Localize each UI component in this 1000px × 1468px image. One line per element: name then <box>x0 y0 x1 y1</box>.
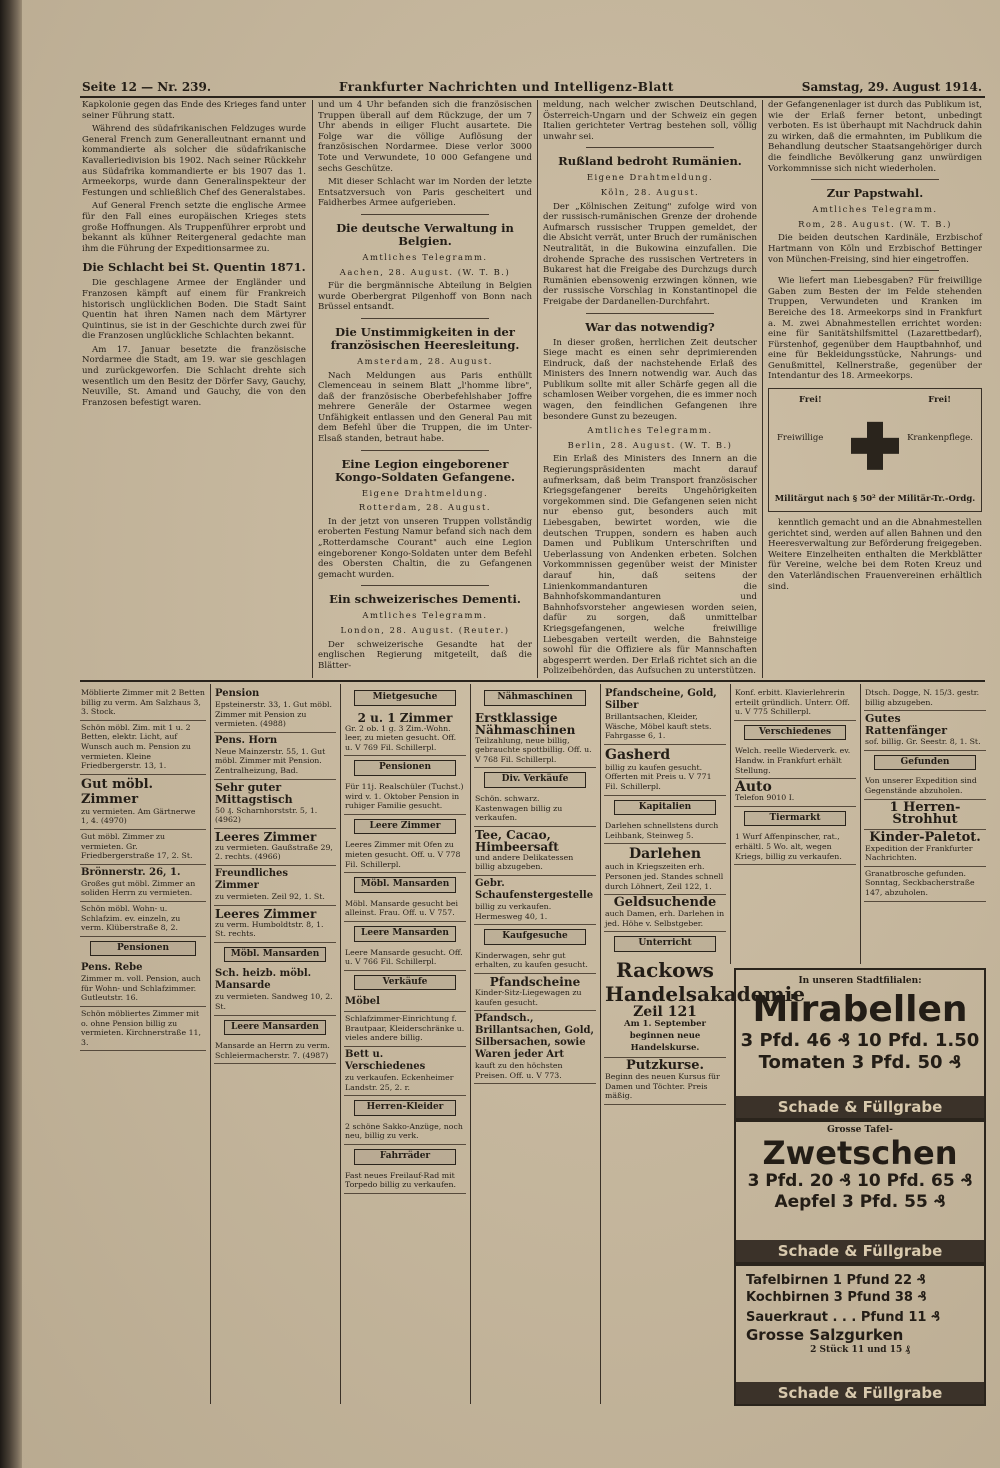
category-heading: Gefunden <box>874 755 976 771</box>
ad-price: Aepfel 3 Pfd. 55 ₰ <box>774 1192 946 1212</box>
label-text: Militärgut nach § 50² der Militär-Tr.-Ordg. <box>774 494 976 505</box>
classified-ad: Pens. Rebe Zimmer m. voll. Pension, auch für Wohn- und Schlafzimmer. Gutleutstr. 16. <box>80 960 206 1007</box>
classified-ad: Pfandscheine Kinder-Sitz-Liegewagen zu kaufen gesucht. <box>474 974 596 1011</box>
classified-ad: Freundliches Zimmer zu vermieten. Zeil 92, 1. St. <box>214 866 336 906</box>
classified-ad: 2 schöne Sakko-Anzüge, noch neu, billig zu verk. <box>344 1120 466 1145</box>
classified-ad: Darlehen auch in Kriegszeiten erh. Personen jed. Standes schnell durch Löhnert, Zeil 122, 1. <box>604 844 726 895</box>
dateline: Rom, 28. August. (W. T. B.) <box>798 218 952 229</box>
article-column-3 <box>543 100 757 676</box>
paragraph: Während des südafrikanischen Feldzuges wurde General French zum Generalleutnant ernannt und kommandierte als solcher die südafrikanische Kavalleriedivision bis 1902. Nach seiner Rückkehr aus Südafrika kommandierte er bis 1907 das 1. Armeekorps, wurde dann Generalinspekteur der Festungen und schließlich Chef des Generalstabes. <box>82 124 306 198</box>
classified-ad: Darlehen schnellstens durch Leihbank, Steinweg 5. <box>604 819 726 844</box>
paragraph: Die beiden deutschen Kardinäle, Erzbischof Hartmann von Köln und Erzbischof Bettinger von München-Freising, sind hier eingetroffen. <box>768 233 982 265</box>
classified-ad: Möbl. Mansarde gesucht bei alleinst. Frau. Off. u. V 757. <box>344 897 466 922</box>
classified-ad: Pfandscheine, Gold, Silber Brillantsachen, Kleider, Wäsche, Möbel kauft stets. Fahrgasse 6, 1. <box>604 686 726 745</box>
ad-product-title: Zwetschen <box>762 1134 958 1172</box>
classified-ad: 2 u. 1 Zimmer Gr. 2 ob. 1 g. 3 Zim.-Wohn. leer, zu mieten gesucht. Off. u. V 769 Fil. Schillerpl. <box>344 710 466 757</box>
separator <box>811 179 939 180</box>
classified-ad: Granatbrosche gefunden. Sonntag, Seckbacherstraße 147, abzuholen. <box>864 867 986 902</box>
category-heading: Fahrräder <box>354 1149 456 1165</box>
article-column-4 <box>768 100 982 676</box>
article-column-2 <box>318 100 532 676</box>
classified-ad: Pension Epsteinerstr. 33, 1. Gut möbl. Zimmer mit Pension zu vermieten. (4988) <box>214 686 336 733</box>
category-heading: Pensionen <box>90 941 196 957</box>
ad-product-title: Mirabellen <box>752 989 968 1030</box>
paragraph: In dieser großen, herrlichen Zeit deutscher Siege macht es einen sehr deprimierenden Eindruck, daß der nachstehende Erlaß des Ministers des Innern notwendig war. Auch das Publikum sollte mit aller Schärfe gegen all die schamlosen Weiber vorgehen, die es immer noch wagen, den feindlichen Gefangenen ihre besondere Gunst zu bezeugen. <box>543 337 757 422</box>
category-heading: Mietgesuche <box>354 690 456 706</box>
separator <box>586 313 714 314</box>
category-heading: Möbl. Mansarden <box>354 877 456 893</box>
category-heading: Kapitalien <box>614 800 716 816</box>
category-heading: Leere Mansarden <box>354 926 456 942</box>
separator <box>361 318 489 319</box>
classified-ad: Schlafzimmer-Einrichtung f. Brautpaar, Kleiderschränke u. vieles andere billig. <box>344 1012 466 1047</box>
classified-ad: Welch. reelle Wiederverk. ev. Handw. in Frankfurt erhält Stellung. <box>734 744 856 779</box>
subheading: Eigene Drahtmeldung. <box>586 172 714 183</box>
red-cross-icon <box>849 420 901 472</box>
zwetschen-ad <box>734 1120 986 1264</box>
classified-ad: Gut möbl. Zimmer zu vermieten. Gr. Friedbergerstraße 17, 2. St. <box>80 830 206 865</box>
separator <box>361 214 489 215</box>
column-divider <box>537 100 538 678</box>
classified-ad: Leeres Zimmer zu verm. Humboldtstr. 8, 1. St. rechts. <box>214 906 336 943</box>
label-text: Freiwillige <box>777 433 824 444</box>
classified-ad: Geldsuchende auch Damen, erh. Darlehen in jed. Höhe v. Selbstgeber. <box>604 895 726 932</box>
ad-firm-name: Schade & Füllgrabe <box>736 1382 984 1404</box>
label-text: Frei! <box>799 395 822 406</box>
dateline: Aachen, 28. August. (W. T. B.) <box>339 266 511 277</box>
classified-ad: Schön möbliertes Zimmer mit o. ohne Pension billig zu vermieten. Kirchnerstraße 11, 3. <box>80 1007 206 1051</box>
classified-column-3 <box>344 686 466 1401</box>
category-heading: Div. Verkäufe <box>484 772 586 788</box>
red-cross-label <box>768 388 982 512</box>
category-heading: Leere Mansarden <box>224 1020 326 1036</box>
separator <box>586 147 714 148</box>
ad-firm-name: Schade & Füllgrabe <box>736 1240 984 1262</box>
column-divider <box>340 684 341 1404</box>
classified-ad: Schön möbl. Wohn- u. Schlafzim. ev. einzeln, zu verm. Klüberstraße 8, 2. <box>80 902 206 937</box>
category-heading: Nähmaschinen <box>484 690 586 706</box>
header-page-number: Seite 12 — Nr. 239. <box>82 80 212 94</box>
ad-intro: In unseren Stadtfilialen: <box>798 976 922 986</box>
paragraph: Wie liefert man Liebesgaben? Für freiwillige Gaben zum Besten der im Felde stehenden Truppen, Verwundeten und Kranken im Bereiche des 18. Armeekorps sind in Frankfurt a. M. zwei Abnahmestellen errichtet worden: eine für Sanitätshilfsmittel (Lazarettbedarf), Fürstenhof, gegenüber dem Hauptbahnhof, und eine für Bekleidungsstücke, Nahrungs- und Genußmittel, Kellnerstraße, gegenüber der Intendantur des 18. Armeekorps. <box>768 276 982 382</box>
classified-ad: 1 Herren-Strohhut <box>864 800 986 830</box>
category-heading: Herren-Kleider <box>354 1100 456 1116</box>
paragraph: Für die bergmännische Abteilung in Belgien wurde Oberbergrat Pilgenhoff von Bonn nach Brüssel entsandt. <box>318 281 532 313</box>
column-divider <box>860 684 861 964</box>
subheading: Amtliches Telegramm. <box>362 251 488 262</box>
label-text: Krankenpflege. <box>907 433 973 444</box>
paragraph: Mit dieser Schlacht war im Norden der letzte Entsatzversuch von Paris gescheitert und Faidherbes Armee aufgerieben. <box>318 177 532 209</box>
column-divider <box>762 100 763 678</box>
headline-belgien: Die deutsche Verwaltung in Belgien. <box>336 220 514 248</box>
category-heading: Pensionen <box>354 760 456 776</box>
category-heading: Möbl. Mansarden <box>224 947 326 963</box>
headline-kongo: Eine Legion eingeborener Kongo-Soldaten Gefangene. <box>334 456 516 484</box>
classified-ad: Auto Telefon 9010 I. <box>734 779 856 807</box>
classified-ad: Sehr guter Mittagstisch 50 ₰. Scharnhorststr. 5, 1. (4962) <box>214 780 336 829</box>
headline-heeresleitung: Die Unstimmigkeiten in der französischen Heeresleitung. <box>330 324 520 352</box>
classified-ad: Kinder-Paletot. Expedition der Frankfurter Nachrichten. <box>864 830 986 867</box>
classified-ad: Dtsch. Dogge, N. 15/3. gestr. billig abzugeben. <box>864 686 986 711</box>
column-divider <box>730 684 731 964</box>
classified-ad: Schön. schwarz. Kastenwagen billig zu verkaufen. <box>474 792 596 827</box>
ad-price: 2 Stück 11 und 15 ₰ <box>810 1345 910 1355</box>
column-divider <box>210 684 211 1404</box>
classified-ad: Kinderwagen, sehr gut erhalten, zu kaufen gesucht. <box>474 949 596 974</box>
classified-ad: Bett u. Verschiedenes zu verkaufen. Eckenheimer Landstr. 25, 2. r. <box>344 1047 466 1096</box>
ad-price: Tomaten 3 Pfd. 50 ₰ <box>758 1052 962 1073</box>
classified-ad: Pens. Horn Neue Mainzerstr. 55, 1. Gut möbl. Zimmer mit Pension. Zentralheizung, Bad. <box>214 733 336 780</box>
classified-column-1 <box>80 686 206 1401</box>
classified-column-7 <box>864 686 986 962</box>
column-divider <box>312 100 313 678</box>
classified-ad: Leeres Zimmer zu vermieten. Gaußstraße 29, 2. rechts. (4966) <box>214 829 336 866</box>
ad-price: 3 Pfd. 46 ₰ 10 Pfd. 1.50 <box>740 1030 980 1051</box>
category-heading: Verkäufe <box>354 975 456 991</box>
classified-ad: Fast neues Freilauf-Rad mit Torpedo billig zu verkaufen. <box>344 1169 466 1194</box>
dateline: Köln, 28. August. <box>600 186 700 197</box>
ad-price: Sauerkraut . . . Pfund 11 ₰ <box>746 1310 941 1325</box>
subheading: Amtliches Telegramm. <box>812 204 938 215</box>
dateline: Rotterdam, 28. August. <box>358 502 492 513</box>
ad-firm-name: Schade & Füllgrabe <box>736 1096 984 1118</box>
subheading: Amtliches Telegramm. <box>362 610 488 621</box>
separator <box>361 585 489 586</box>
header-rule <box>80 96 985 98</box>
paragraph: Die geschlagene Armee der Engländer und Franzosen kämpft auf einem für Frankreich historisch unglücklichen Boden. Die Stadt Saint Quentin hat ihren Namen nach dem Märtyrer Quintinus, sie ist in der Geschichte durch zwei für die Franzosen unglückliche Schlachten bekannt. <box>82 278 306 342</box>
classified-ad: Rackows Handelsakademie Zeil 121 Am 1. September beginnen neue Handelskurse. <box>604 956 726 1058</box>
headline-dementi: Ein schweizerisches Dementi. <box>329 592 521 607</box>
paragraph: Auf General French setzte die englische Armee für den Fall eines europäischen Krieges stets große Hoffnungen. Als Truppenführer erprobt und bekannt als kühner Reitergeneral gedachte man ihm die Führung der Expeditionsarmee zu. <box>82 201 306 254</box>
separator <box>361 450 489 451</box>
classified-column-6 <box>734 686 856 962</box>
classified-ad: Pfandsch., Brillantsachen, Gold, Silbersachen, sowie Waren jeder Art kauft zu den höchsten Preisen. Off. u. V 773. <box>474 1011 596 1084</box>
classified-ad: Für 11j. Realschüler (Tuchst.) wird v. 1. Oktober Pension in ruhiger Familie gesucht. <box>344 780 466 815</box>
classified-ad: Tee, Cacao, Himbeersaft und andere Delikatessen billig abzugeben. <box>474 827 596 876</box>
classified-ad: Sch. heizb. möbl. Mansarde zu vermieten. Sandweg 10, 2. St. <box>214 966 336 1015</box>
classified-ad: 1 Wurf Affenpinscher, rat., erhältl. 5 Wo. alt, wegen Kriegs, billig zu verkaufen. <box>734 830 856 865</box>
classified-ad: Mansarde an Herrn zu verm. Schleiermacherstr. 7. (4987) <box>214 1039 336 1064</box>
classified-ad: Leere Mansarde gesucht. Off. u. V 766 Fil. Schillerpl. <box>344 946 466 971</box>
category-heading: Verschiedenes <box>744 725 846 741</box>
page-header <box>82 78 982 96</box>
classified-ad: Gasherd billig zu kaufen gesucht. Offerten mit Preis u. V 771 Fil. Schillerpl. <box>604 745 726 796</box>
classified-column-2 <box>214 686 336 1401</box>
classified-ad: Möbel <box>344 994 466 1012</box>
masthead: Frankfurter Nachrichten und Intelligenz-Blatt <box>338 80 674 94</box>
dateline: Amsterdam, 28. August. <box>357 355 493 366</box>
classified-ad: Gut möbl. Zimmer zu vermieten. Am Gärtnerwe 1, 4. (4970) <box>80 775 206 830</box>
newspaper-page <box>22 0 1000 1468</box>
section-rule <box>80 680 985 682</box>
column-divider <box>600 684 601 1404</box>
article-column-1 <box>82 100 306 676</box>
paragraph: Am 17. Januar besetzte die französische Nordarmee die Stadt, am 19. war sie geschlagen und zurückgeworfen. Die Schlacht drehte sich wesentlich um den Besitz der Dörfer Savy, Gauchy, Neuville, St. Amand und Gauchy, die von den Franzosen befestigt waren. <box>82 344 306 408</box>
subheading: Amtliches Telegramm. <box>587 425 713 436</box>
classified-ad: Gutes Rattenfänger sof. billig. Gr. Seestr. 8, 1. St. <box>864 711 986 751</box>
book-spine <box>0 0 22 1468</box>
category-heading: Kaufgesuche <box>484 929 586 945</box>
ad-intro: Grosse Tafel- <box>827 1125 893 1135</box>
mirabellen-ad <box>734 968 986 1120</box>
ad-price: Kochbirnen 3 Pfund 38 ₰ <box>746 1290 927 1305</box>
paragraph: Der „Kölnischen Zeitung" zufolge wird von der russisch-rumänischen Grenze der drohende Aufmarsch russischer Truppen gemeldet, der die Absicht verrät, unter Bruch der rumänischen Neutralität, in die Bukowina einzufallen. Die drohende Sprache des russischen Vertreters in Bukarest hat die Freigabe des Durchzugs durch Rumänien ebensowenig erzwingen können, wie der russische Vorschlag in Konstantinopel die Freigabe der Dardanellen-Durchfahrt. <box>543 201 757 307</box>
classified-ad: Leeres Zimmer mit Ofen zu mieten gesucht. Off. u. V 778 Fil. Schillerpl. <box>344 838 466 873</box>
headline-rumaenien: Rußland bedroht Rumänien. <box>558 154 742 169</box>
paragraph: Ein Erlaß des Ministers des Innern an die Regierungspräsidenten macht darauf aufmerksam, daß beim Transport französischer Kriegsgefangener bereits Ungehörigkeiten vorgekommen sind. Die Gefangenen seien nicht nur ebenso gut, besonders auch mit Liebesgaben, bewirtet worden, wie die deutschen Truppen, sondern es haben auch Damen und Publikum Unterschriften und Ueberlassung von Andenken erbeten. Solchen Vorkommnissen gegenüber weist der Minister darauf hin, daß seitens der Linienkommandanturen die Bahnhofskommandanturen und Bahnhofsvorsteher angewiesen worden seien, dafür zu sorgen, daß unmittelbar Kriegsgefangenen, welche freiwillige Liebesgaben verteilt werden, die Bahnsteige sowohl für die Offiziere als für Mannschaften abgesperrt werden. Der Erlaß richtet sich an die Polizeibehörden, das Aufsuchen zu unterstützen. <box>543 454 757 677</box>
header-date: Samstag, 29. August 1914. <box>801 80 982 94</box>
tafelbirnen-ad <box>734 1264 986 1406</box>
classified-ad: Von unserer Expedition sind Gegenstände abzuholen. <box>864 774 986 799</box>
paragraph: meldung, nach welcher zwischen Deutschland, Österreich-Ungarn und der Schweiz ein gegen Italien gerichteter Vertrag bestehen soll, völlig unwahr sei. <box>543 100 757 142</box>
dateline: London, 28. August. (Reuter.) <box>340 625 510 635</box>
headline-notwendig: War das notwendig? <box>585 319 715 334</box>
paragraph: der Gefangenenlager ist durch das Publikum ist, wie der Erlaß ferner betont, unbedingt verboten. Es ist überhaupt mit Nachdruck dahin zu wirken, daß die ermahnten, im Publikum die Behandlung deutscher Staatsangehöriger durch die feindliche Bevölkerung ganz unwürdigen Vorkommnisse sich nicht wiederholen. <box>768 100 982 174</box>
ad-price: Tafelbirnen 1 Pfund 22 ₰ <box>746 1273 926 1288</box>
paragraph: kenntlich gemacht und an die Abnahmestellen gerichtet sind, werden auf allen Bahnen und den Heeresverwaltung zur Beförderung freigegeben. Weitere Einzelheiten enthalten die Merkblätter für Vereine, welche bei dem Roten Kreuz und den Vaterländischen Frauenvereinen erhältlich sind. <box>768 518 982 592</box>
classified-ad: Gebr. Schaufenstergestelle billig zu verkaufen. Hermesweg 40, 1. <box>474 876 596 925</box>
dateline: Berlin, 28. August. (W. T. B.) <box>567 439 733 450</box>
paragraph: Der schweizerische Gesandte hat der englischen Regierung mitgeteilt, daß die Blätter- <box>318 639 532 671</box>
subheading: Eigene Drahtmeldung. <box>361 487 489 498</box>
classified-column-4 <box>474 686 596 1401</box>
classified-ad: Erstklassige Nähmaschinen Teilzahlung, neue billig, gebrauchte spottbillig. Off. u. V 768 Fil. Schillerpl. <box>474 710 596 769</box>
headline-papstwahl: Zur Papstwahl. <box>826 186 924 201</box>
classified-ad: Konf. erbitt. Klavierlehrerin erteilt gründlich. Unterr. Off. u. V 775 Schillerpl. <box>734 686 856 721</box>
category-heading: Tiermarkt <box>744 811 846 827</box>
ad-price: 3 Pfd. 20 ₰ 10 Pfd. 65 ₰ <box>747 1171 973 1191</box>
classified-ad: Möblierte Zimmer mit 2 Betten billig zu verm. Am Salzhaus 3, 3. Stock. <box>80 686 206 721</box>
headline-st-quentin: Die Schlacht bei St. Quentin 1871. <box>82 260 306 275</box>
classified-ad: Schön möbl. Zim. mit 1 u. 2 Betten, elektr. Licht, auf Wunsch auch m. Pension zu vermieten. Kleine Friedbergerstr. 13, 1. <box>80 721 206 775</box>
paragraph: und um 4 Uhr befanden sich die französischen Truppen überall auf dem Rückzuge, der um 7 Uhr abends in eiliger Flucht ausartete. Die Folge war die völlige Auflösung der französischen Nordarmee. Diese verlor 3000 Tote und Verwundete, 10 000 Gefangene und sechs Geschütze. <box>318 100 532 174</box>
paragraph: Kapkolonie gegen das Ende des Krieges fand unter seiner Führung statt. <box>82 100 306 121</box>
separator <box>811 270 939 271</box>
label-text: Frei! <box>928 395 951 406</box>
category-heading: Unterricht <box>614 936 716 952</box>
paragraph: In der jetzt von unseren Truppen vollständig eroberten Festung Namur befand sich nach dem „Rotterdamsche Courant" auch eine Legion eingeborener Kongo-Soldaten unter dem Befehl des Obersten Chaltin, die zu Gefangenen gemacht wurden. <box>318 516 532 580</box>
classified-ad: Putzkurse. Beginn des neuen Kursus für Damen und Töchter. Preis mäßig. <box>604 1058 726 1105</box>
category-heading: Leere Zimmer <box>354 819 456 835</box>
classified-ad: Brönnerstr. 26, 1. Großes gut möbl. Zimmer an soliden Herrn zu vermieten. <box>80 865 206 902</box>
column-divider <box>470 684 471 1404</box>
ad-product-title: Grosse Salzgurken <box>746 1326 904 1344</box>
paragraph: Nach Meldungen aus Paris enthüllt Clemenceau in seinem Blatt „l'homme libre", daß der französische Oberbefehlshaber Joffre mehrere Generäle der Ostarmee wegen Unfähigkeit entlassen und den General Pau mit dem Befehl über die Truppen, die im Unter-Elsaß standen, betraut habe. <box>318 370 532 445</box>
